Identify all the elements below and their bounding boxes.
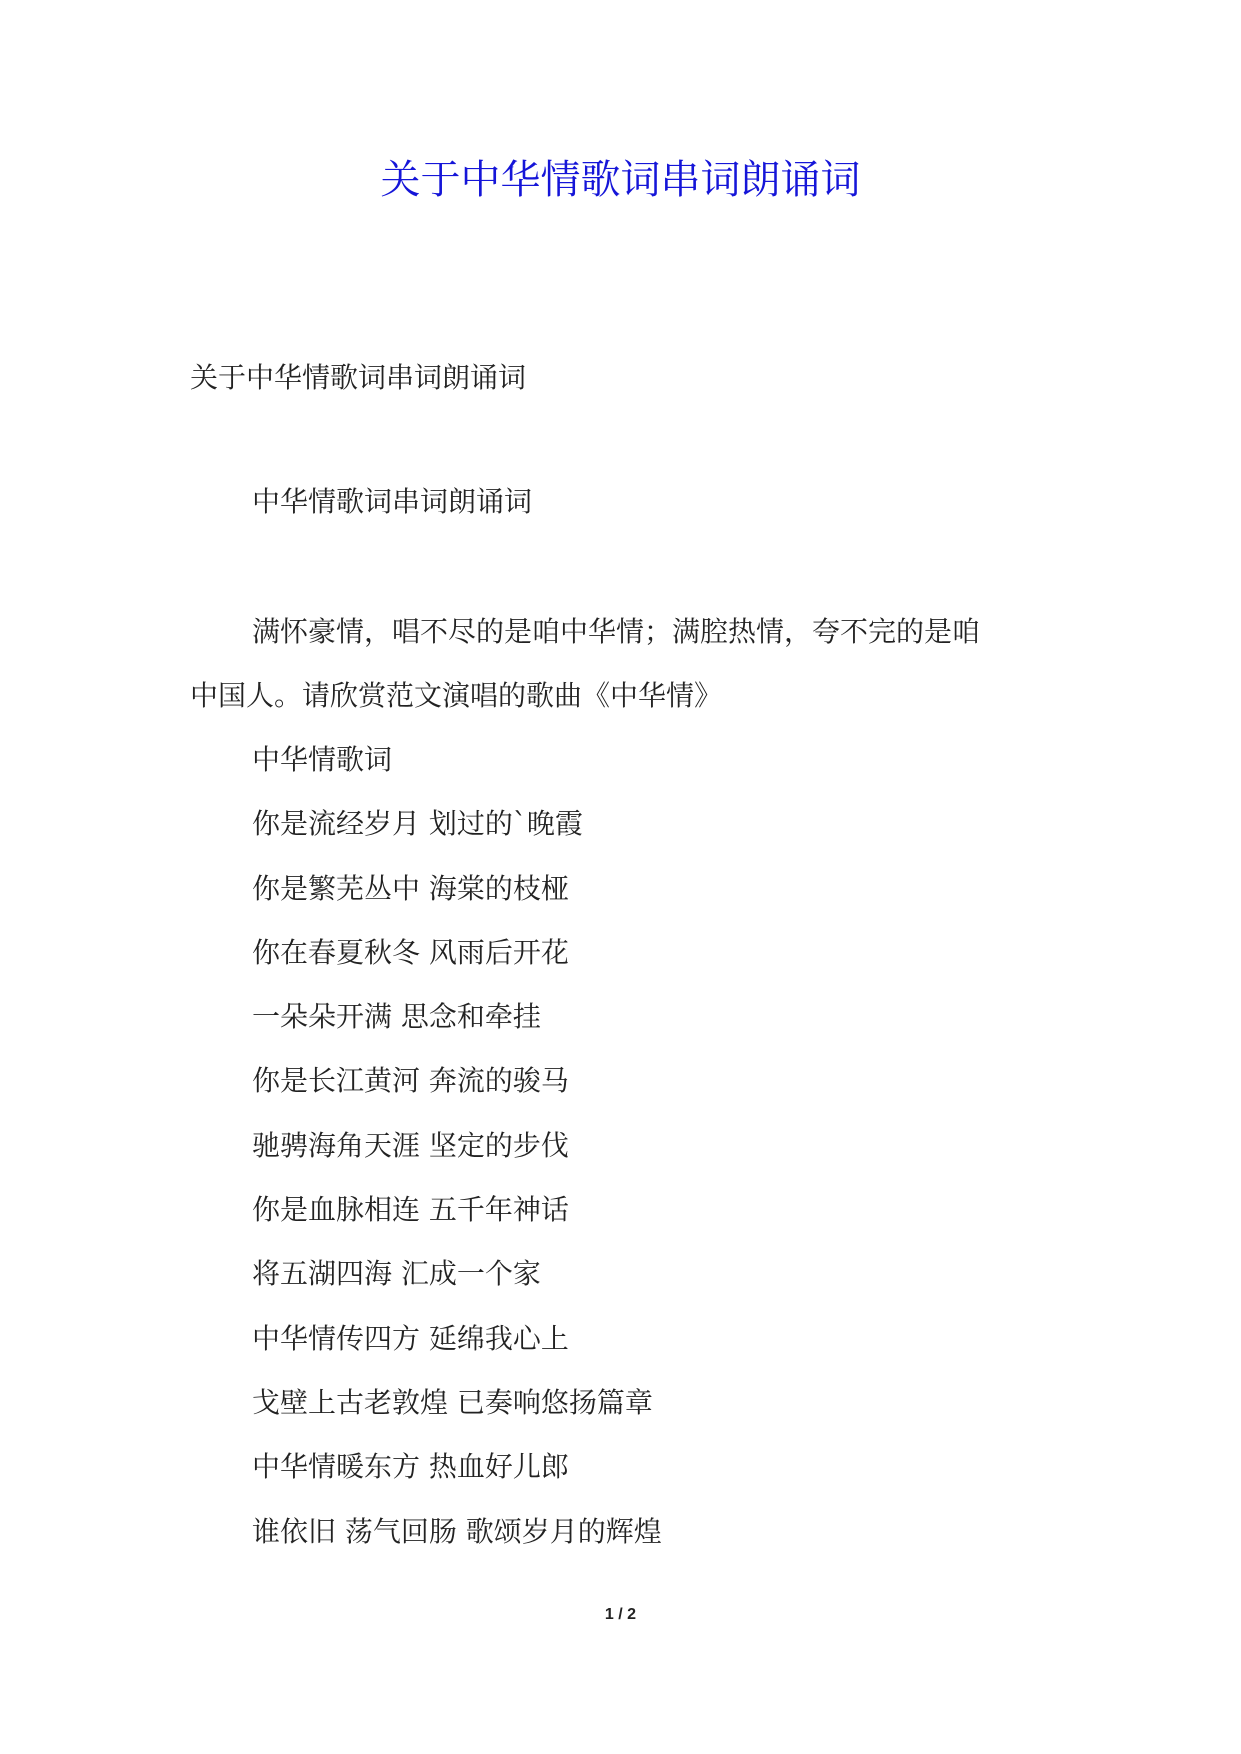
lyric-line: 驰骋海角天涯 坚定的步伐 bbox=[252, 1129, 569, 1162]
lyric-line: 你是血脉相连 五千年神话 bbox=[252, 1193, 569, 1226]
lyric-line: 你是长江黄河 奔流的骏马 bbox=[252, 1064, 569, 1097]
lyric-line: 你在春夏秋冬 风雨后开花 bbox=[252, 936, 569, 969]
lyric-line: 将五湖四海 汇成一个家 bbox=[252, 1257, 541, 1290]
lyric-line: 你是繁芜丛中 海棠的枝桠 bbox=[252, 872, 569, 905]
document-title: 关于中华情歌词串词朗诵词 bbox=[380, 157, 861, 203]
lyric-line: 戈壁上古老敦煌 已奏响悠扬篇章 bbox=[252, 1386, 653, 1419]
section-heading: 中华情歌词串词朗诵词 bbox=[252, 485, 533, 518]
lyrics-heading: 中华情歌词 bbox=[252, 743, 393, 776]
intro-paragraph-line-2: 中国人。请欣赏范文演唱的歌曲《中华情》 bbox=[190, 679, 723, 712]
intro-paragraph-line-1: 满怀豪情，唱不尽的是咱中华情；满腔热情，夸不完的是咱 bbox=[252, 615, 981, 648]
lyric-line: 中华情传四方 延绵我心上 bbox=[252, 1322, 569, 1355]
lyric-line: 谁依旧 荡气回肠 歌颂岁月的辉煌 bbox=[252, 1515, 662, 1548]
page-number: 1 / 2 bbox=[604, 1606, 637, 1623]
document-subtitle: 关于中华情歌词串词朗诵词 bbox=[190, 361, 527, 394]
lyric-line: 中华情暖东方 热血好儿郎 bbox=[252, 1450, 569, 1483]
lyric-line: 你是流经岁月 划过的`晚霞 bbox=[252, 807, 583, 840]
lyric-line: 一朵朵开满 思念和牵挂 bbox=[252, 1000, 541, 1033]
